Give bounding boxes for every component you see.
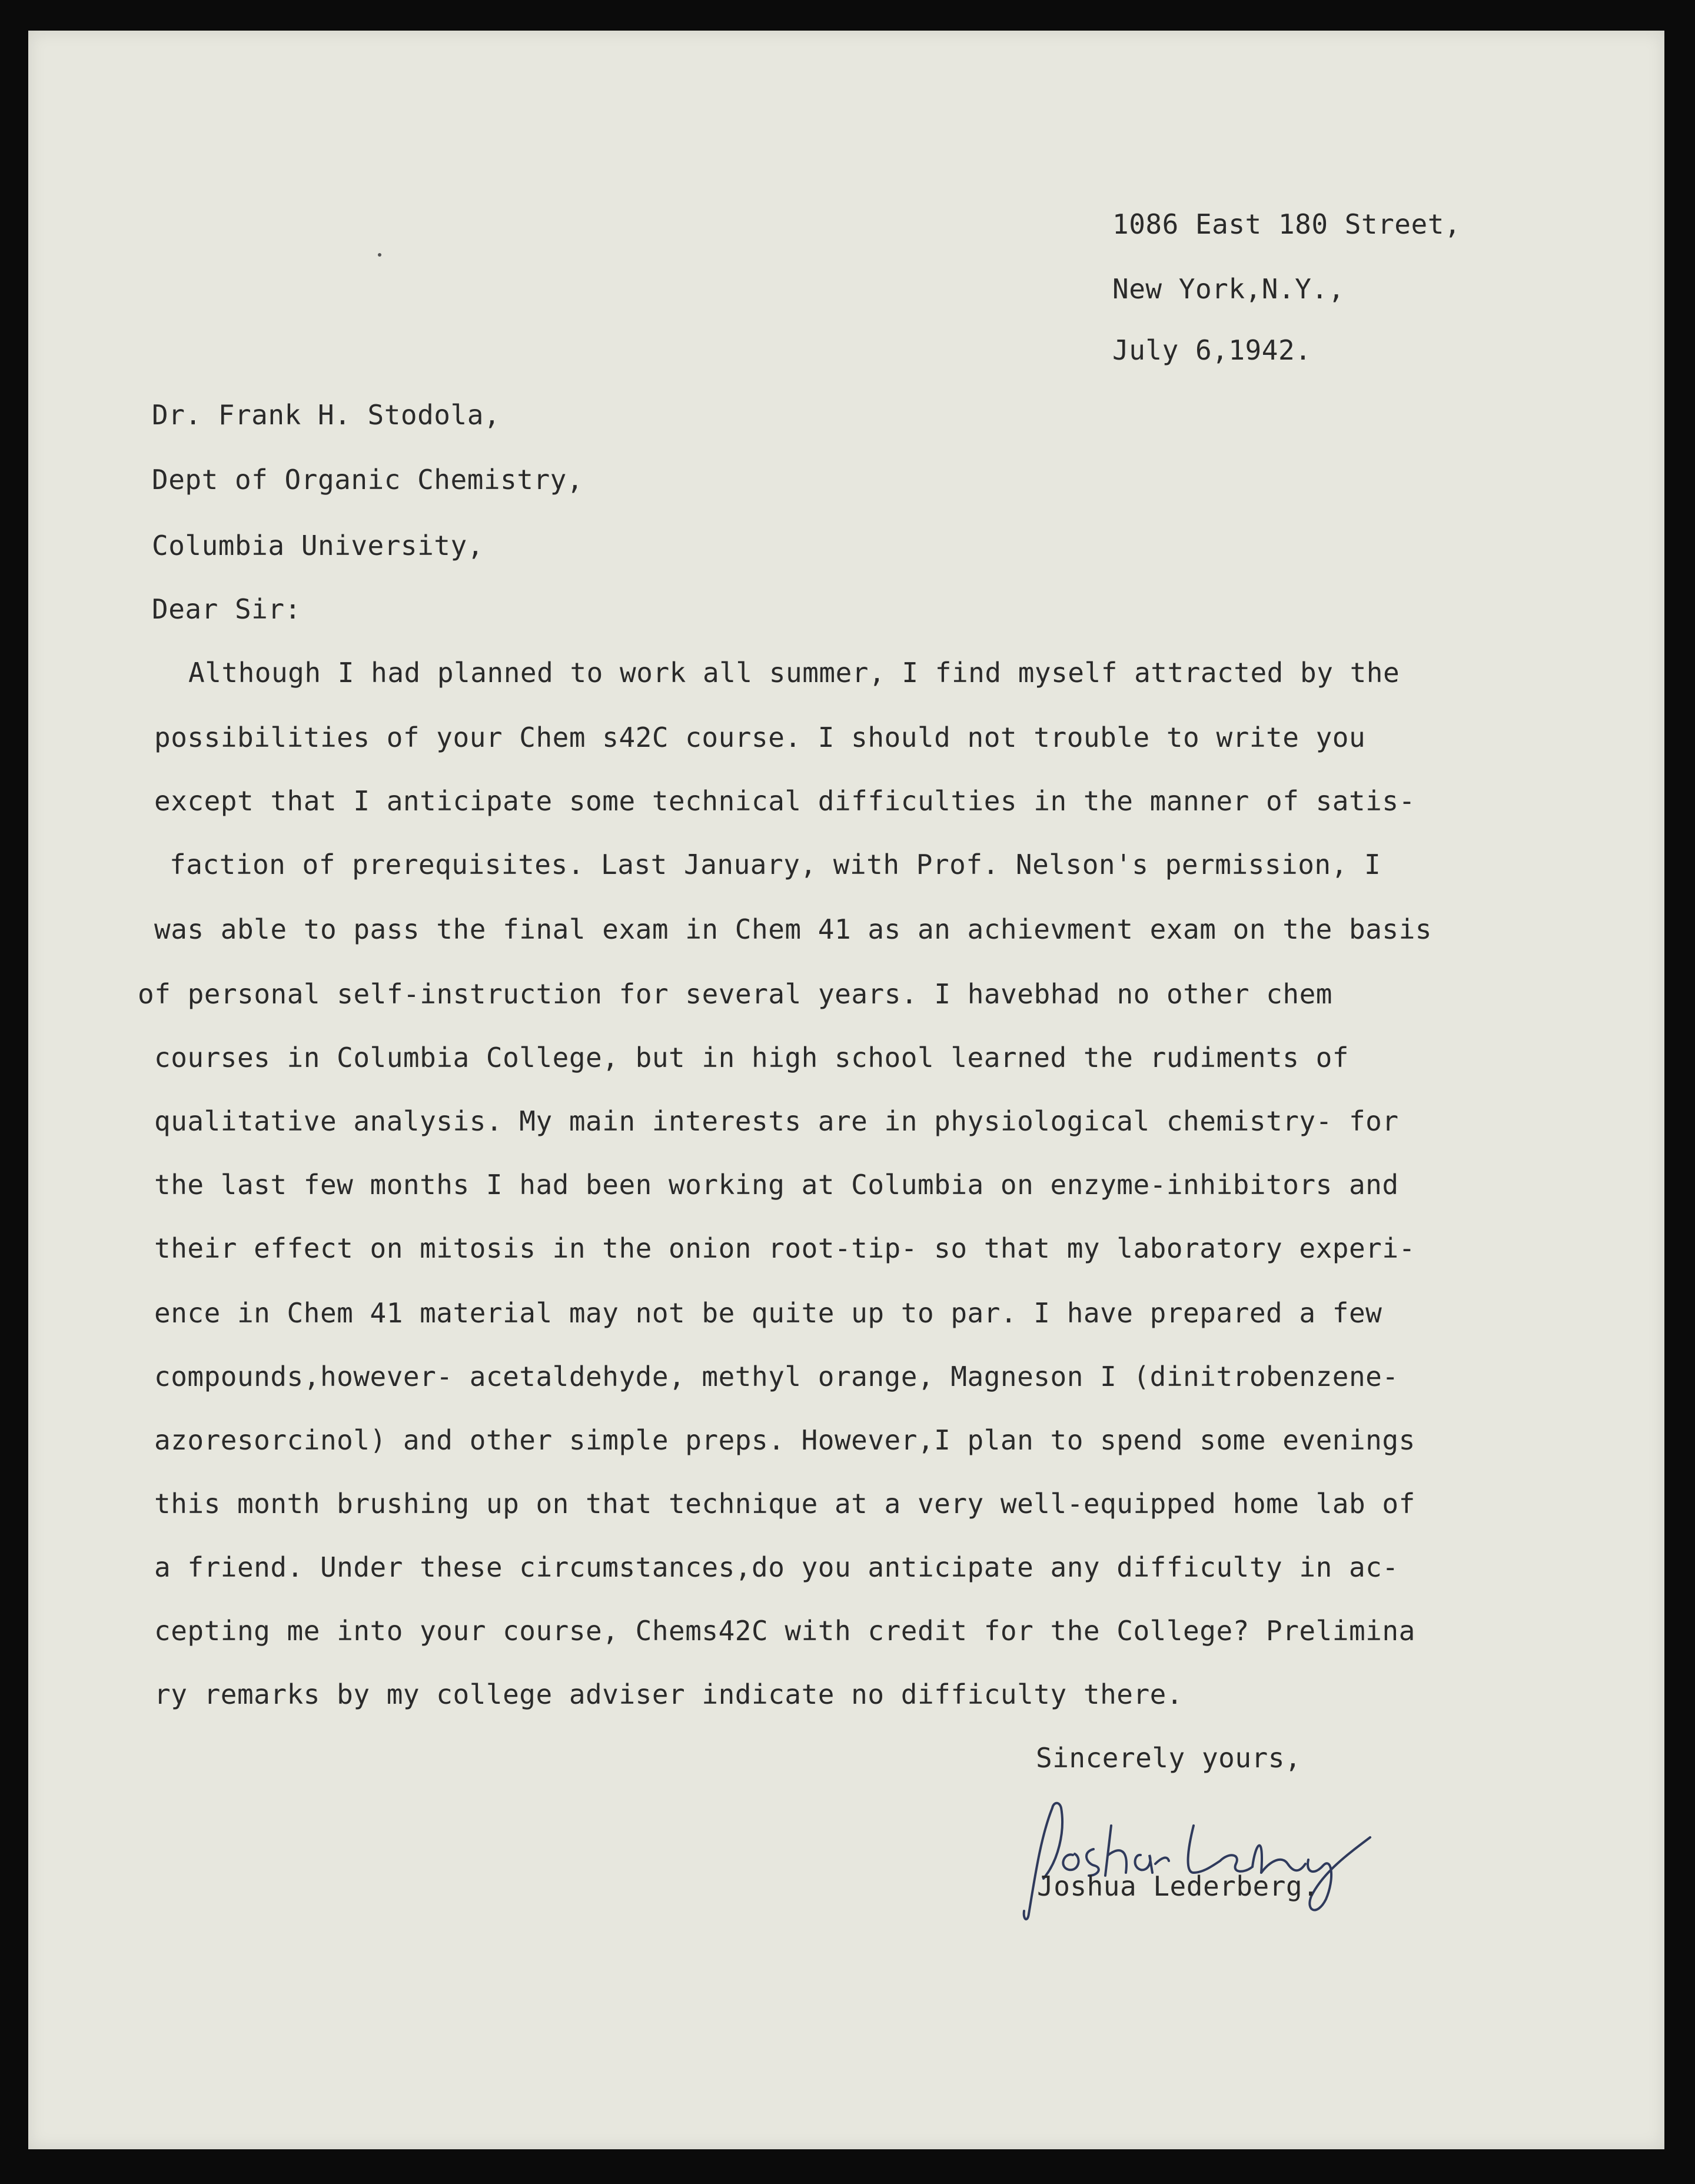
body-line: of personal self-instruction for several years. I havebhad no other chem [138, 978, 1332, 1010]
body-line: possibilities of your Chem s42C course. I should not trouble to write you [154, 722, 1366, 753]
body-line: a friend. Under these circumstances,do you anticipate any difficulty in ac- [154, 1551, 1399, 1583]
body-line: their effect on mitosis in the onion root-tip- so that my laboratory experi- [154, 1232, 1415, 1264]
paper-speck [378, 253, 381, 257]
handwritten-signature [1017, 1790, 1382, 1926]
body-line: azoresorcinol) and other simple preps. However,I plan to spend some evenings [154, 1424, 1415, 1456]
body-line: faction of prerequisites. Last January, with Prof. Nelson's permission, I [170, 849, 1381, 880]
body-line: qualitative analysis. My main interests are in physiological chemistry- for [154, 1105, 1399, 1137]
sender-address-line: New York,N.Y., [1112, 273, 1345, 305]
body-line: cepting me into your course, Chems42C with credit for the College? Prelimina [154, 1615, 1415, 1647]
salutation: Dear Sir: [152, 593, 301, 625]
closing: Sincerely yours, [1036, 1742, 1302, 1774]
body-line: courses in Columbia College, but in high school learned the rudiments of [154, 1042, 1349, 1073]
body-line: compounds,however- acetaldehyde, methyl orange, Magneson I (dinitrobenzene- [154, 1361, 1399, 1392]
body-line: was able to pass the final exam in Chem 41 as an achievment exam on the basis [154, 913, 1432, 945]
letter-sheet [28, 31, 1664, 2149]
body-line: the last few months I had been working at Columbia on enzyme-inhibitors and [154, 1169, 1399, 1201]
body-line: Although I had planned to work all summer, I find myself attracted by the [188, 657, 1400, 689]
body-line: ry remarks by my college adviser indicate no difficulty there. [154, 1678, 1184, 1710]
body-line: ence in Chem 41 material may not be quite up to par. I have prepared a few [154, 1297, 1382, 1329]
body-line: except that I anticipate some technical difficulties in the manner of satis- [154, 785, 1415, 817]
recipient-line: Dept of Organic Chemistry, [152, 464, 584, 496]
recipient-line: Dr. Frank H. Stodola, [152, 399, 501, 431]
body-line: this month brushing up on that technique at a very well-equipped home lab of [154, 1488, 1415, 1520]
recipient-line: Columbia University, [152, 530, 484, 561]
typed-signature-name: Joshua Lederberg. [1037, 1870, 1320, 1902]
sender-address-line: 1086 East 180 Street, [1112, 208, 1461, 240]
letter-date: July 6,1942. [1112, 334, 1312, 366]
